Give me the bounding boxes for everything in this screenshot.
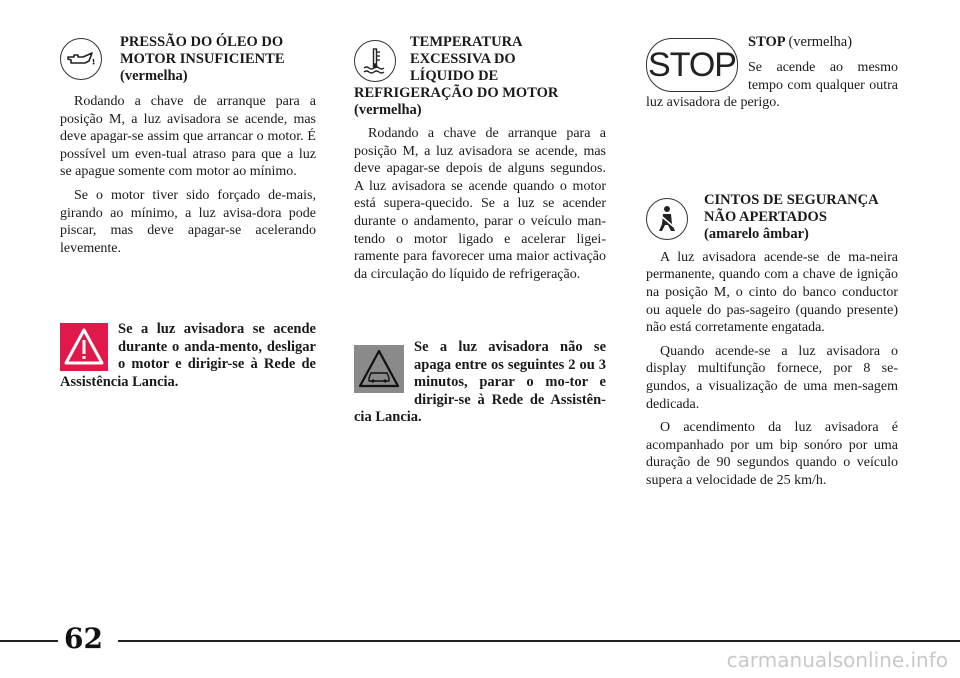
stop-paragraph-1: Se acende ao mesmo tempo com qualquer outra luz avisadora de perigo. (646, 60, 898, 111)
title-color: (vermelha) (354, 102, 422, 118)
coolant-warning-text: Se a luz avisadora não se apaga entre os seguintes 2 ou 3 minutos, parar o mo-tor e dirigir-se à Rede de Assistên-cia Lancia. (354, 339, 606, 426)
oil-warning-box (60, 321, 316, 391)
oil-pressure-paragraph-2: Se o motor tiver sido forçado de-mais, girando ao mínimo, a luz avisa-dora pode piscar, mas deve apagar-se acelerando levemente. (60, 187, 316, 256)
watermark: carmanualsonline.info (726, 648, 948, 672)
title-line: REFRIGERAÇÃO DO MOTOR (354, 85, 559, 101)
title-line: LÍQUIDO DE (410, 68, 499, 84)
coolant-paragraph-1: Rodando a chave de arranque para a posição M, a luz avisadora se acende, mas deve apagar-se depois de alguns segundos. A luz avisadora se acende quando o motor está supera-quecido. Se a luz se acender durante o andamento, parar o veículo man-tendo o motor ligado e acelerar ligei-ramente para favorecer uma maior activação da circulação do líquido de refrigeração. (354, 126, 606, 282)
title-color: (vermelha) (120, 68, 188, 84)
coolant-warning-box (354, 339, 606, 427)
car-warning-triangle-icon (354, 345, 404, 393)
title-line: TEMPERATURA (410, 34, 523, 50)
seatbelt-paragraph-3: O acendimento da luz avisadora é acompanhado por um bip sonóro por uma duração de 90 segundos quando o veículo supera a velocidade de 25 km/h. (646, 420, 898, 488)
column-stop-seatbelt (646, 34, 898, 490)
title-line: PRESSÃO DO ÓLEO DO (120, 34, 284, 50)
column-coolant (354, 34, 606, 427)
stop-icon: STOP (646, 38, 738, 92)
oil-pressure-header (60, 34, 316, 85)
oil-pressure-title (120, 34, 285, 85)
coolant-header (354, 34, 606, 85)
title-line: CINTOS DE SEGURANÇA (704, 191, 879, 208)
seatbelt-icon (646, 198, 688, 240)
footer-rule-left (0, 640, 58, 642)
coolant-title-top (410, 34, 523, 85)
stop-section (646, 34, 898, 112)
column-oil-pressure (60, 34, 316, 391)
seatbelt-paragraph-2: Quando acende-se a luz avisadora o display multifunção fornece, por 8 se-gundos, a visualização de uma men-sagem dedicada. (646, 343, 898, 412)
oil-pressure-section (60, 34, 316, 257)
seatbelt-title (704, 192, 879, 243)
seatbelt-paragraph-1: A luz avisadora acende-se de ma-neira permanente, quando com a chave de ignição na posição M, o cinto do banco conductor ou aquele do pas-sageiro (quando presente) não está corretamente engatada. (646, 249, 898, 336)
footer-rule-right (118, 640, 960, 642)
coolant-title-bottom (354, 85, 606, 119)
warning-triangle-icon (60, 323, 108, 371)
title-line: NÃO APERTADOS (704, 208, 827, 225)
coolant-section (354, 34, 606, 283)
title-color: (amarelo âmbar) (704, 225, 809, 242)
coolant-temperature-icon (354, 40, 396, 82)
stop-title-color: (vermelha) (788, 34, 853, 50)
seatbelt-header (646, 192, 898, 243)
oil-can-icon (60, 38, 102, 80)
stop-title-text: STOP (748, 34, 785, 50)
page-number: 62 (64, 622, 103, 655)
seatbelt-section (646, 192, 898, 490)
oil-warning-text: Se a luz avisadora se acende durante o anda-mento, desligar o motor e dirigir-se à Rede de Assistência Lancia. (60, 321, 316, 390)
title-line: MOTOR INSUFICIENTE (120, 51, 285, 67)
title-line: EXCESSIVA DO (410, 51, 516, 67)
oil-pressure-paragraph-1: Rodando a chave de arranque para a posição M, a luz avisadora se acende, mas deve apagar-se assim que arrancar o motor. É possível um even-tual atraso para que a luz se apague somente com motor ao mínimo. (60, 94, 316, 180)
